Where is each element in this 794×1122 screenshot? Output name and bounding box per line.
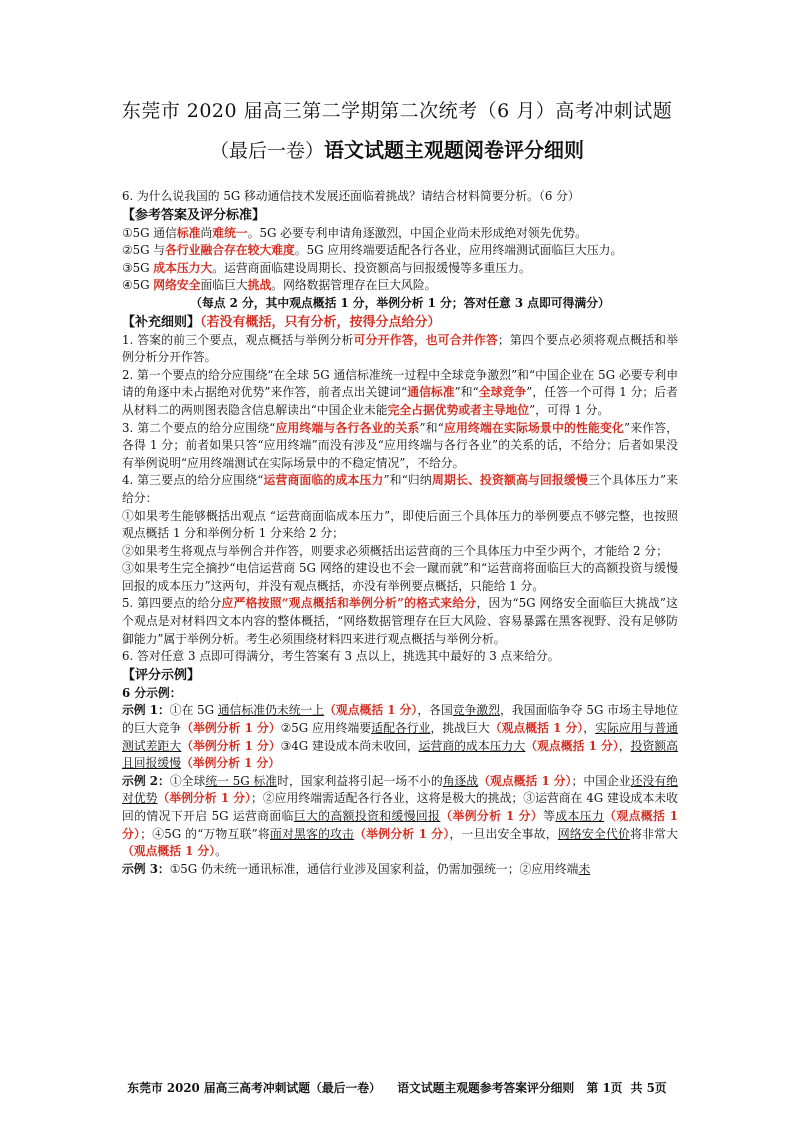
subtitle-prefix: （最后一卷） bbox=[209, 140, 324, 162]
answer-point-2: ②5G 与各行业融合存在较大难度。5G 应用终端要适配各行各业，应用终端测试面临巨大压力。 bbox=[122, 243, 623, 258]
example-1: 示例 1：①在 5G 通信标准仍未统一上（观点概括 1 分），各国竞争激烈，我国面临争夺 5G 市场主导地位的巨大竞争（举例分析 1 分）②5G 应用终端要适配各行业，挑战巨大（观点概括 1 分），实际应用与普通测试差距大（举例分析 1 分）③4G 建设成本尚未收回，运营商的成本压力大（观点概括 1 分），投资额高且回报缓慢（举例分析 1 分） bbox=[122, 703, 678, 771]
supplement-rule-3: 3. 第二个要点的给分应围绕“应用终端与各行各业的关系”和“应用终端在实际场景中的性能变化”来作答，各得 1 分；前者如果只答“应用终端”而没有涉及“应用终端与各行各业”的关系的话，不给分；后者如果没有举例说明“应用终端测试在实际场景中的不稳定情况”，不给分。 bbox=[122, 420, 679, 470]
supplement-rule-2: 2. 第一个要点的给分应围绕“在全球 5G 通信标准统一过程中全球竞争激烈”和“中国企业在 5G 必要专利申请的角逐中未占据绝对优势”来作答，前者点出关键词“通信标准”和“全球竞争”，任答一个可得 1 分；后者从材料二的两则图表隐含信息解读出“中国企业未能完全占据优势或者主导地位”，可得 1 分。 bbox=[122, 367, 678, 417]
answer-point-1: ①5G 通信标准尚难统一。5G 必要专利申请角逐激烈，中国企业尚未形成绝对领先优势。 bbox=[122, 225, 587, 240]
supplement-rule-6: 6. 答对任意 3 点即可得满分，考生答案有 3 点以上，挑选其中最好的 3 点来给分。 bbox=[122, 649, 560, 664]
answer-point-3: ③5G 成本压力大。运营商面临建设周期长、投资额高与回报缓慢等多重压力。 bbox=[122, 260, 531, 275]
supplement-rule-4: 4. 第三要点的给分应围绕“运营商面临的成本压力”和“归纳周期长、投资额高与回报缓慢三个具体压力”来给分： bbox=[122, 473, 678, 505]
supplement-rule-4b: ②如果考生将观点与举例合并作答，则要求必须概括出运营商的三个具体压力中至少两个，才能给 2 分； bbox=[122, 543, 668, 558]
footer-middle: 语文试题主观题参考答案评分细则 bbox=[397, 1081, 575, 1095]
footer-left: 东莞市 2020 届高三高考冲刺试题（最后一卷） bbox=[127, 1081, 381, 1095]
reference-heading: 【参考答案及评分标准】 bbox=[122, 207, 266, 223]
supplement-heading: 【补充细则】（若没有概括，只有分析，按得分点给分） bbox=[122, 314, 441, 330]
example-3: 示例 3：①5G 仍未统一通讯标准，通信行业涉及国家利益，仍需加强统一；②应用终端未 bbox=[122, 861, 591, 876]
examples-subheading: 6 分示例： bbox=[122, 685, 182, 700]
document-body bbox=[122, 188, 678, 878]
scoring-note: （每点 2 分，其中观点概括 1 分，举例分析 1 分；答对任意 3 点即可得满分） bbox=[190, 295, 610, 310]
answer-point-4: ④5G 网络安全面临巨大挑战。网络数据管理存在巨大风险。 bbox=[122, 278, 437, 293]
question-text: 6. 为什么说我国的 5G 移动通信技术发展还面临着挑战？请结合材料简要分析。（6 分） bbox=[122, 189, 580, 203]
document-subtitle bbox=[0, 134, 794, 163]
examples-heading: 【评分示例】 bbox=[122, 667, 201, 683]
page-footer bbox=[0, 1079, 794, 1096]
document-title: 东莞市 2020 届高三第二学期第二次统考（6 月）高考冲刺试题 bbox=[121, 100, 673, 122]
page-number: 第 1页 共 5页 bbox=[586, 1081, 667, 1095]
supplement-rule-5: 5. 第四要点的给分应严格按照“观点概括和举例分析”的格式来给分，因为“5G 网络安全面临巨大挑战”这个观点是对材料四文本内容的整体概括，“网络数据管理存在巨大风险、容易暴露在黑客视野、没有足够防御能力”属于举例分析。考生必须围绕材料四来进行观点概括与举例分析。 bbox=[122, 596, 678, 646]
supplement-rule-4c: ③如果考生完全摘抄“电信运营商 5G 网络的建设也不会一蹴而就”和“运营商将面临巨大的高额投资与缓慢回报的成本压力”这两句，并没有观点概括，亦没有举例要点概括，只能给 1 分。 bbox=[122, 561, 678, 593]
supplement-rule-4a: ①如果考生能够概括出观点 “运营商面临成本压力”，即使后面三个具体压力的举例要点不够完整，也按照观点概括 1 分和举例分析 1 分来给 2 分； bbox=[122, 508, 678, 541]
example-2: 示例 2：①全球统一 5G 标准时，国家利益将引起一场不小的角逐战（观点概括 1 分）；中国企业还没有绝对优势（举例分析 1 分）；②应用终端需适配各行各业，这将是极大的挑战；③运营商在 4G 建设成本未收回的情况下开启 5G 运营商面临巨大的高额投资和缓慢回报（举例分析 1 分）等成本压力（观点概括 1 分）；④5G 的“万物互联”将面对黑客的攻击（举例分析 1 分），一旦出安全事故，网络安全代价将非常大（观点概括 1 分）。 bbox=[122, 773, 678, 859]
supplement-rule-1: 1. 答案的前三个要点，观点概括与举例分析可分开作答，也可合并作答；第四个要点必须将观点概括和举例分析分开作答。 bbox=[122, 332, 678, 365]
subtitle-bold: 语文试题主观题阅卷评分细则 bbox=[324, 138, 584, 162]
